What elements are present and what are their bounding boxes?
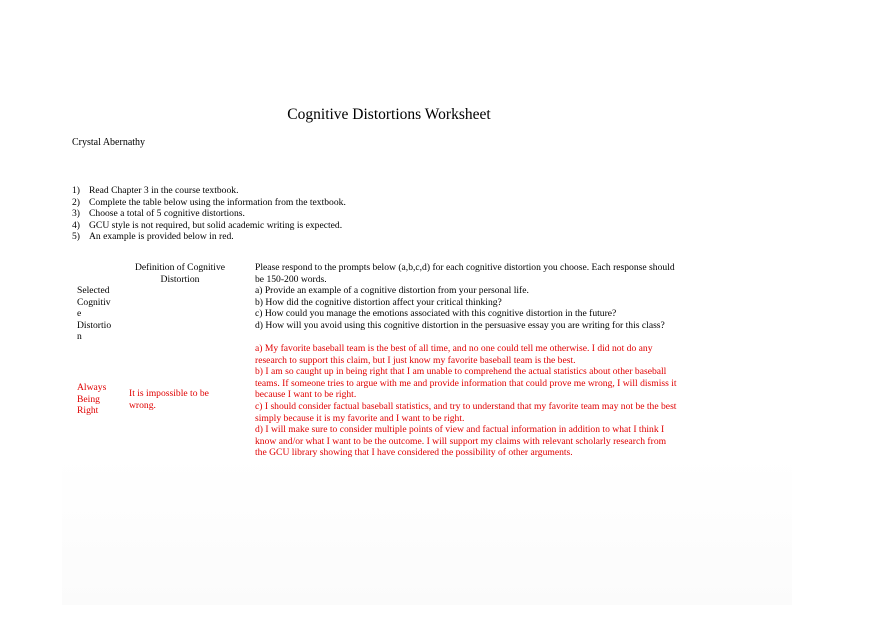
header-prompts xyxy=(255,262,675,332)
answer-b: b) I am so caught up in being right that I am unable to comprehend the actual statistics about other baseball teams. If someone tries to argue with me and provide information that could prove me wrong, I will dismiss it because I want to be right. xyxy=(255,366,677,401)
instruction-item: 5) An example is provided below in red. xyxy=(72,231,234,243)
prompt-d: d) How will you avoid using this cognitive distortion in the persuasive essay you are writing for this class? xyxy=(255,319,665,331)
page-title: Cognitive Distortions Worksheet xyxy=(287,106,491,123)
answer-a: a) My favorite baseball team is the best of all time, and no one could tell me otherwise. I did not do any research to support this claim, but I just know my favorite baseball team is the best. xyxy=(255,343,653,366)
example-definition: It is impossible to be wrong. xyxy=(129,388,209,411)
prompt-c: c) How could you manage the emotions associated with this cognitive distortion in the future? xyxy=(255,308,617,320)
instruction-item: 2) Complete the table below using the information from the textbook. xyxy=(72,196,346,208)
header-definition: Definition of Cognitive Distortion xyxy=(134,262,226,285)
instruction-item: 4) GCU style is not required, but solid academic writing is expected. xyxy=(72,219,343,231)
answer-c: c) I should consider factual baseball statistics, and try to understand that my favorite team may not be the best simply because it is my favorite and I want to be right. xyxy=(255,400,677,424)
prompt-a: a) Provide an example of a cognitive distortion from your personal life. xyxy=(255,285,529,297)
page-shade xyxy=(62,455,792,605)
example-answers xyxy=(255,343,680,459)
instructions-list xyxy=(72,185,346,243)
example-distortion-name: Always Being Right xyxy=(77,382,107,417)
author-name: Crystal Abernathy xyxy=(72,137,146,148)
instruction-item: 3) Choose a total of 5 cognitive distortions. xyxy=(72,208,245,220)
answer-d: d) I will make sure to consider multiple points of view and factual information in addition to what I think I know and/or what I want to be the outcome. I will support my claims with relevant scholarly research from the GCU library showing that I have considered the possibility of other arguments. xyxy=(255,424,667,459)
header-selected-distortion: Selected Cognitiv e Distortio n xyxy=(77,285,112,343)
prompts-intro: Please respond to the prompts below (a,b,c,d) for each cognitive distortion you choose. Each response should be 150-200 words. xyxy=(255,262,675,285)
prompt-b: b) How did the cognitive distortion affect your critical thinking? xyxy=(255,296,502,308)
instruction-item: 1) Read Chapter 3 in the course textbook. xyxy=(72,185,239,196)
